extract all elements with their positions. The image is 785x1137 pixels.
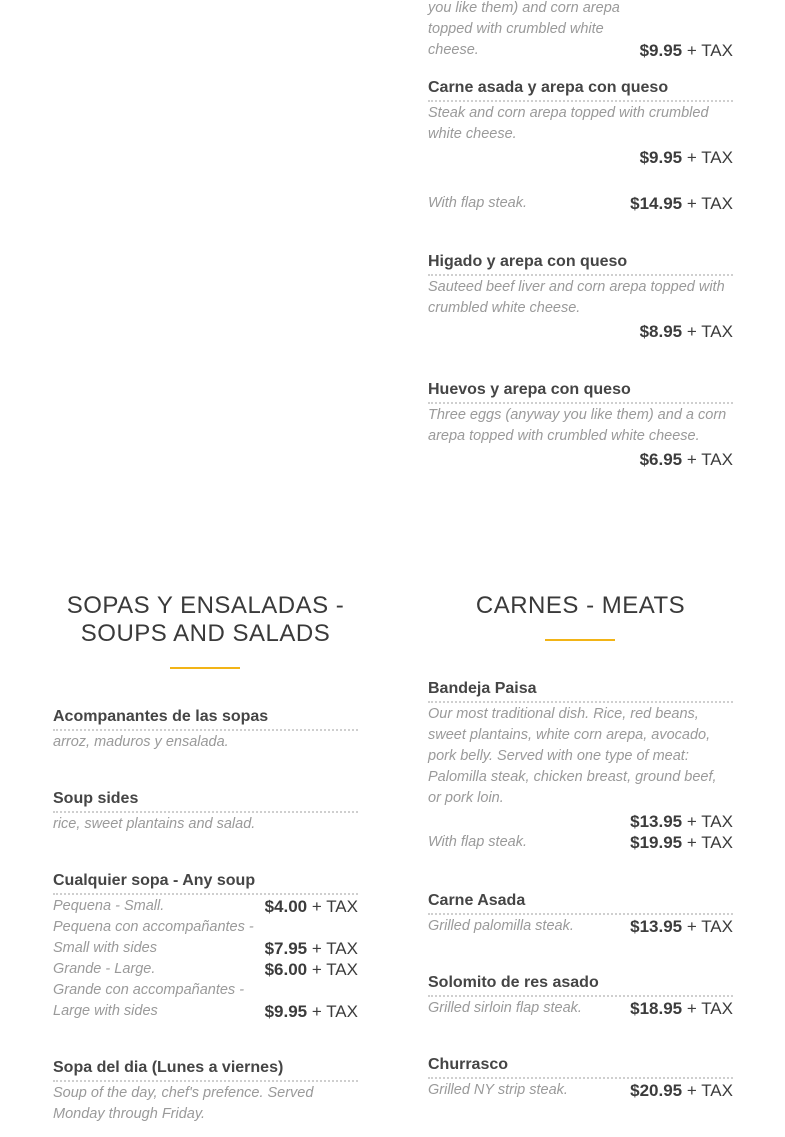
item-name: Huevos y arepa con queso xyxy=(428,380,733,404)
menu-item-carne-asada-arepa xyxy=(428,78,733,214)
item-price: $6.95 + TAX xyxy=(639,450,733,469)
variant-price: $19.95 + TAX xyxy=(630,833,733,852)
menu-item-huevos-arepa xyxy=(428,380,733,470)
menu-item-soup-sides xyxy=(53,789,358,835)
item-price: $13.95 + TAX xyxy=(630,917,733,936)
item-name: Sopa del dia (Lunes a viernes) xyxy=(53,1058,358,1082)
item-description: Grilled sirloin flap steak. xyxy=(428,1000,582,1016)
menu-item-any-soup xyxy=(53,871,358,1022)
item-name: Higado y arepa con queso xyxy=(428,252,733,276)
menu-item-higado-arepa xyxy=(428,252,733,342)
menu-item-carne-asada xyxy=(428,891,733,937)
item-description: Our most traditional dish. Rice, red beans, sweet plantains, white corn arepa, avocado, pork belly. Served with one type of meat: Palomilla steak, chicken breast, ground beef, or pork loin. xyxy=(428,706,717,806)
menu-item-churrasco xyxy=(428,1055,733,1101)
option-row: Pequena - Small. $4.00 + TAX xyxy=(53,897,358,916)
item-name: Acompanantes de las sopas xyxy=(53,707,358,731)
item-description: Soup of the day, chef's prefence. Served Monday through Friday. xyxy=(53,1085,314,1122)
item-name: Cualquier sopa - Any soup xyxy=(53,871,358,895)
item-name: Solomito de res asado xyxy=(428,973,733,997)
item-price: $9.95 + TAX xyxy=(639,148,733,167)
meats-title-underline xyxy=(545,639,615,641)
menu-item-bandeja-paisa xyxy=(428,679,733,853)
item-description: Grilled NY strip steak. xyxy=(428,1082,568,1098)
item-price: $13.95 + TAX xyxy=(630,812,733,831)
variant-price: $14.95 + TAX xyxy=(630,194,733,213)
item-price: $8.95 + TAX xyxy=(639,322,733,341)
variant-description: With flap steak. xyxy=(428,195,527,211)
soups-section-title: SOPAS Y ENSALADAS - SOUPS AND SALADS xyxy=(66,592,345,647)
soups-title-underline xyxy=(170,667,240,669)
item-description: you like them) and corn arepa topped with crumbled white cheese. xyxy=(428,0,620,58)
meats-section-title: CARNES - MEATS xyxy=(475,592,686,619)
menu-item-sopa-del-dia xyxy=(53,1058,358,1125)
item-description: Three eggs (anyway you like them) and a corn arepa topped with crumbled white cheese. xyxy=(428,407,727,444)
item-name: Churrasco xyxy=(428,1055,733,1079)
item-name: Soup sides xyxy=(53,789,358,813)
item-price: $18.95 + TAX xyxy=(630,999,733,1018)
variant-description: With flap steak. xyxy=(428,834,527,850)
item-description: Sauteed beef liver and corn arepa topped with crumbled white cheese. xyxy=(428,279,725,316)
menu-item-acompanantes xyxy=(53,707,358,753)
item-description: rice, sweet plantains and salad. xyxy=(53,816,256,832)
option-row: Pequena con accompañantes - Small with sides $7.95 + TAX xyxy=(53,919,358,958)
item-description: arroz, maduros y ensalada. xyxy=(53,734,229,750)
item-name: Bandeja Paisa xyxy=(428,679,733,703)
item-price: $20.95 + TAX xyxy=(630,1081,733,1100)
item-description: Grilled palomilla steak. xyxy=(428,918,574,934)
item-price: $9.95 + TAX xyxy=(639,41,733,60)
item-description: Steak and corn arepa topped with crumbled white cheese. xyxy=(428,105,709,142)
item-name: Carne Asada xyxy=(428,891,733,915)
option-row: Grande con accompañantes - Large with sides $9.95 + TAX xyxy=(53,982,358,1021)
item-name: Carne asada y arepa con queso xyxy=(428,78,733,102)
option-row: Grande - Large. $6.00 + TAX xyxy=(53,960,358,979)
menu-item-partial xyxy=(428,0,733,61)
menu-item-solomito xyxy=(428,973,733,1019)
